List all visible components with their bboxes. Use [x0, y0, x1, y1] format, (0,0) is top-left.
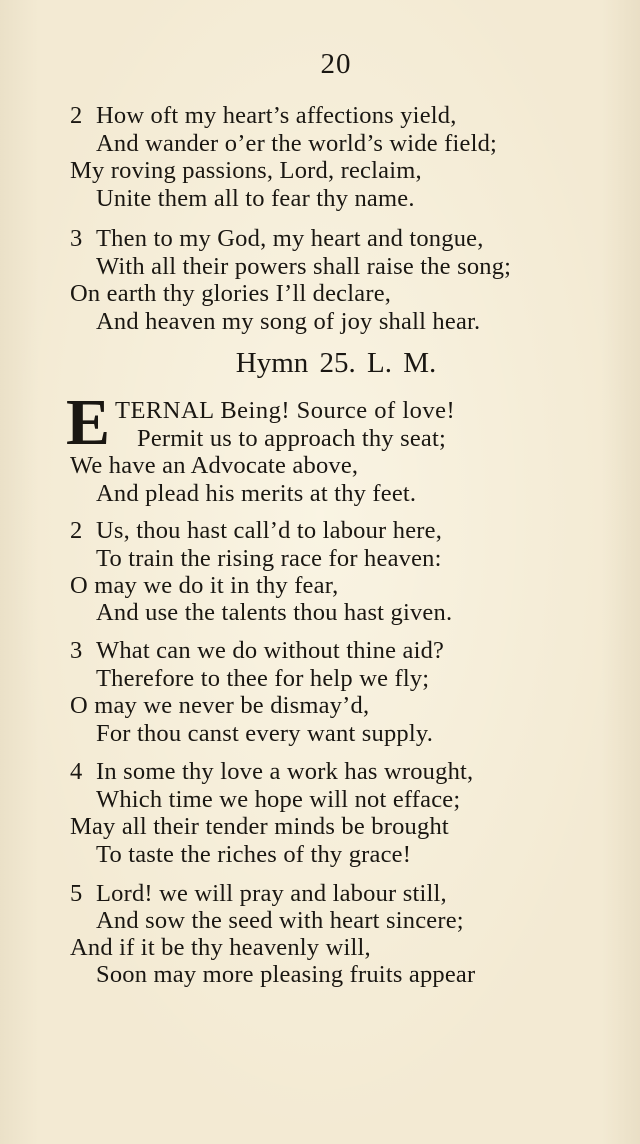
stanza-line	[70, 224, 484, 254]
stanza-line: On earth thy glories I’ll declare,	[70, 280, 392, 307]
stanza-line	[70, 757, 473, 787]
stanza-line: And heaven my song of joy shall hear.	[96, 308, 481, 335]
stanza-number: 2	[70, 517, 83, 544]
stanza-line: To train the rising race for heaven:	[96, 545, 442, 572]
page-number: 20	[320, 48, 352, 80]
stanza-line: And wander o’er the world’s wide field;	[96, 130, 498, 157]
verse-text: In some thy love a work has wrought,	[96, 758, 474, 785]
stanza-line: Unite them all to fear thy name.	[96, 185, 415, 212]
stanza-line: And plead his merits at thy feet.	[96, 480, 417, 507]
stanza-line: Which time we hope will not efface;	[96, 786, 461, 813]
hymn-title: Hymn 25. L. M.	[235, 347, 437, 379]
verse-text: Us, thou hast call’d to labour here,	[96, 517, 443, 544]
stanza-line	[115, 396, 455, 426]
stanza-number: 3	[70, 637, 83, 664]
stanza-line	[70, 101, 457, 131]
verse-text: TERNAL Being! Source of love!	[115, 397, 456, 424]
stanza-line: And use the talents thou hast given.	[96, 599, 453, 626]
stanza-line: Permit us to approach thy seat;	[137, 425, 446, 452]
stanza-line	[70, 636, 444, 666]
stanza-line: With all their powers shall raise the song;	[96, 253, 512, 280]
stanza-number: 4	[70, 758, 83, 785]
stanza-line: We have an Advocate above,	[70, 452, 359, 479]
stanza-line: Therefore to thee for help we fly;	[96, 665, 430, 692]
stanza-line: Soon may more pleasing fruits appear	[96, 961, 476, 988]
verse-text: What can we do without thine aid?	[96, 637, 445, 664]
stanza-number: 3	[70, 225, 83, 252]
verse-text: Lord! we will pray and labour still,	[96, 880, 447, 907]
stanza-line: O may we never be dismay’d,	[70, 692, 370, 719]
stanza-line: O may we do it in thy fear,	[70, 572, 339, 599]
stanza-line: And if it be thy heavenly will,	[70, 934, 371, 961]
stanza-line	[70, 879, 447, 909]
stanza-line: For thou canst every want supply.	[96, 720, 434, 747]
drop-cap: E	[66, 386, 111, 459]
stanza-number: 2	[70, 102, 83, 129]
stanza-line: And sow the seed with heart sincere;	[96, 907, 464, 934]
stanza-line	[70, 516, 442, 546]
stanza-number: 5	[70, 880, 83, 907]
stanza-line: May all their tender minds be brought	[70, 813, 449, 840]
stanza-line: To taste the riches of thy grace!	[96, 841, 412, 868]
verse-text: How oft my heart’s affections yield,	[96, 102, 457, 129]
verse-text: Then to my God, my heart and tongue,	[96, 225, 484, 252]
stanza-line: My roving passions, Lord, reclaim,	[70, 157, 422, 184]
